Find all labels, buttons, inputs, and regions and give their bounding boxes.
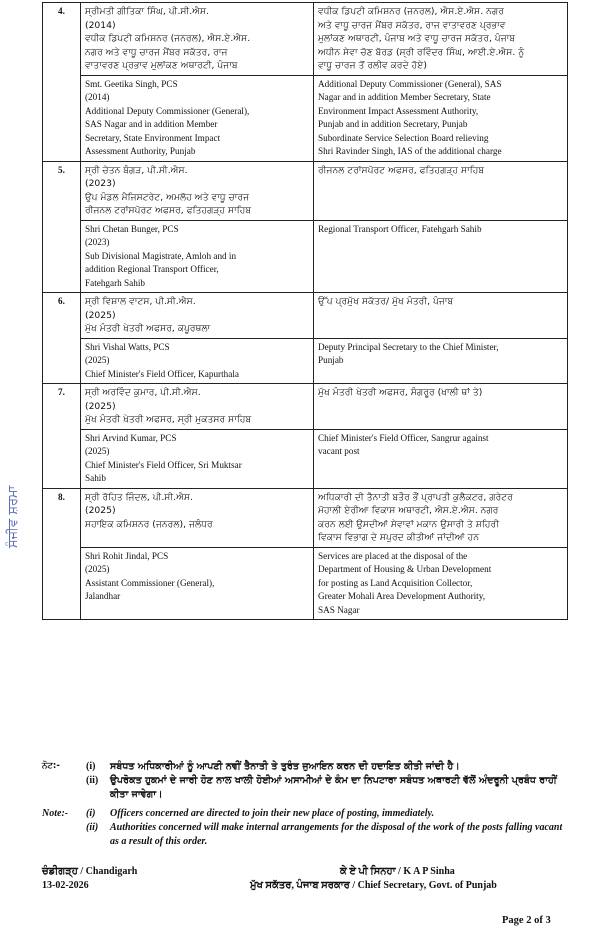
posting-english-cell: [314, 220, 568, 293]
officer-punjabi-cell-line: ਉਪ ਮੰਡਲ ਮੈਜਿਸਟਰੇਟ, ਅਮਲੋਹ ਅਤੇ ਵਾਧੂ ਚਾਰਜ: [85, 191, 250, 203]
officer-english-cell-line: Shri Rohit Jindal, PCS: [85, 550, 169, 561]
note-pa-num-1: (i): [86, 761, 96, 772]
officer-english-cell: [81, 75, 314, 161]
date-text: 13-02-2026: [42, 880, 89, 891]
table-row: [43, 384, 568, 430]
officer-punjabi-cell: [81, 3, 314, 76]
note-en-num-2: (ii): [86, 822, 99, 833]
officer-punjabi-cell-line: ਮੁੱਖ ਮੰਤਰੀ ਖੇਤਰੀ ਅਫਸਰ, ਕਪੂਰਥਲਾ: [85, 323, 211, 334]
officer-punjabi-cell-line: ਮੁੱਖ ਮੰਤਰੀ ਖੇਤਰੀ ਅਫਸਰ, ਸ੍ਰੀ ਮੁਕਤਸਰ ਸਾਹਿਬ: [85, 414, 252, 425]
officer-english-cell-line: Shri Arvind Kumar, PCS: [85, 432, 177, 443]
posting-punjabi-cell-line: ਮੋਹਾਲੀ ਏਰੀਆ ਵਿਕਾਸ ਅਥਾਰਟੀ, ਐਸ.ਏ.ਐਸ. ਨਗਰ: [318, 505, 499, 516]
note-en-text-2: Authorities concerned will make internal arrangements for the disposal of the work of the posts falling vacant as a result of this order.: [110, 822, 563, 847]
officer-english-cell: [81, 220, 314, 293]
posting-english-cell-line: Subordinate Service Selection Board relieving: [318, 132, 489, 143]
officer-punjabi-cell-line: ਵਧੀਕ ਡਿਪਟੀ ਕਮਿਸ਼ਨਰ (ਜਨਰਲ), ਐਸ.ਏ.ਐਸ.: [85, 33, 251, 44]
posting-english-cell-line: Regional Transport Officer, Fatehgarh Sahib: [318, 223, 482, 234]
place-text: ਚੰਡੀਗੜ੍ਹ / Chandigarh: [42, 866, 138, 877]
officer-english-cell-line: Shri Vishal Watts, PCS: [85, 341, 170, 352]
posting-english-cell-line: Punjab: [318, 355, 344, 365]
officer-english-cell-line: (2025): [85, 564, 110, 574]
note-en-2: [42, 821, 572, 849]
note-pa-text-1: ਸਬੰਧਤ ਅਧਿਕਾਰੀਆਂ ਨੂੰ ਆਪਣੀ ਨਵੀਂ ਤੈਨਾਤੀ ਤੇ ਤੁਰੰਤ ਜੁਆਇਨ ਕਰਨ ਦੀ ਹਦਾਇਤ ਕੀਤੀ ਜਾਂਦੀ ਹੈ।: [110, 761, 460, 772]
officer-punjabi-cell-line: ਸ੍ਰੀਮਤੀ ਗੀਤਿਕਾ ਸਿੰਘ, ਪੀ.ਸੀ.ਐਸ.: [85, 6, 210, 17]
table-row: [43, 161, 568, 220]
officer-punjabi-cell: [81, 293, 314, 339]
posting-english-cell-line: Greater Mohali Area Development Authority,: [318, 591, 486, 601]
officer-punjabi-cell-line: ਸ੍ਰੀ ਚੇਤਨ ਬੰਗੜ, ਪੀ.ਸੀ.ਐਸ.: [85, 164, 188, 176]
officer-english-cell-line: Sub Divisional Magistrate, Amloh and in: [85, 250, 237, 261]
table-row: [43, 3, 568, 76]
serial-number: 8.: [43, 488, 81, 620]
posting-punjabi-cell-line: ਵਧੀਕ ਡਿਪਟੀ ਕਮਿਸ਼ਨਰ (ਜਨਰਲ), ਐਸ.ਏ.ਐਸ. ਨਗਰ: [318, 6, 504, 17]
officer-english-cell-line: Secretary, State Environment Impact: [85, 132, 221, 143]
officer-punjabi-cell-line: (2014): [85, 19, 116, 31]
table-row: [43, 488, 568, 547]
note-pa-num-2: (ii): [86, 775, 99, 786]
officer-english-cell-line: Shri Chetan Bunger, PCS: [85, 223, 179, 234]
posting-punjabi-cell: [314, 384, 568, 430]
posting-english-cell-line: for posting as Land Acquisition Collector,: [318, 577, 473, 588]
posting-english-cell-line: SAS Nagar: [318, 604, 360, 615]
table-row: [43, 338, 568, 384]
posting-punjabi-cell-line: ਅਤੇ ਵਾਧੂ ਚਾਰਜ ਮੈਂਬਰ ਸਕੱਤਰ, ਰਾਜ ਵਾਤਾਵਰਣ ਪ੍ਰਭਾਵ: [318, 19, 506, 31]
posting-english-cell-line: Additional Deputy Commissioner (General), SAS: [318, 78, 502, 89]
posting-english-cell: [314, 429, 568, 488]
note-en-text-1: Officers concerned are directed to join their new place of posting, immediately.: [110, 808, 435, 819]
serial-number: 4.: [43, 3, 81, 162]
serial-number: 7.: [43, 384, 81, 489]
note-pa-label: ਨੋਟ:-: [42, 761, 60, 771]
posting-punjabi-cell-line: ਅਧੀਨ ਸੇਵਾ ਚੋਣ ਬੋਰਡ (ਸ੍ਰੀ ਰਵਿੰਦਰ ਸਿੰਘ, ਆਈ.ਏ.ਐਸ. ਨੂੰ: [318, 46, 525, 58]
posting-punjabi-cell-line: ਮੁੱਖ ਮੰਤਰੀ ਖੇਤਰੀ ਅਫਸਰ, ਸੰਗਰੂਰ (ਖਾਲੀ ਥਾਂ ਤੇ): [318, 387, 483, 398]
posting-english-cell-line: Shri Ravinder Singh, IAS of the additional charge: [318, 146, 502, 156]
posting-punjabi-cell-line: ਕਰਨ ਲਈ ਉਸਦੀਆਂ ਸੇਵਾਵਾਂ ਮਕਾਨ ਉਸਾਰੀ ਤੇ ਸ਼ਹਿਰੀ: [318, 518, 499, 530]
posting-english-cell-line: Environment Impact Assessment Authority,: [318, 105, 479, 116]
officer-english-cell-line: (2025): [85, 355, 110, 365]
posting-punjabi-cell-line: ਮੁਲਾਂਕਣ ਅਥਾਰਟੀ, ਪੰਜਾਬ ਅਤੇ ਵਾਧੂ ਚਾਰਜ ਸਕੱਤਰ, ਪੰਜਾਬ: [318, 33, 516, 44]
margin-initials-stamp: ਸੰਜੀਵ ਸ਼ਰਮਾ: [6, 485, 21, 548]
officer-punjabi-cell-line: ਵਾਤਾਵਰਣ ਪ੍ਰਭਾਵ ਮੁਲਾਂਕਣ ਅਥਾਰਟੀ, ਪੰਜਾਬ: [85, 60, 238, 71]
officer-punjabi-cell-line: ਸ੍ਰੀ ਅਰਵਿੰਦ ਕੁਮਾਰ, ਪੀ.ਸੀ.ਐਸ.: [85, 387, 201, 398]
note-en-label: Note:-: [42, 808, 69, 819]
transfer-orders-table: [42, 2, 568, 620]
table-row: [43, 220, 568, 293]
officer-english-cell-line: Chief Minister's Field Officer, Sri Muktsar: [85, 459, 242, 470]
officer-english-cell-line: Fatehgarh Sahib: [85, 277, 145, 288]
posting-punjabi-cell: [314, 488, 568, 547]
posting-punjabi-cell: [314, 161, 568, 220]
posting-english-cell-line: Department of Housing & Urban Development: [318, 564, 492, 574]
officer-punjabi-cell-line: (2025): [85, 309, 116, 321]
officer-punjabi-cell-line: ਸਹਾਇਕ ਕਮਿਸ਼ਨਰ (ਜਨਰਲ), ਜਲੰਧਰ: [85, 518, 213, 530]
officer-english-cell-line: addition Regional Transport Officer,: [85, 264, 219, 274]
officer-punjabi-cell-line: (2025): [85, 400, 116, 412]
posting-punjabi-cell-line: ਵਾਧੂ ਚਾਰਜ ਤੋਂ ਰਲੀਵ ਕਰਦੇ ਹੋਏ): [318, 60, 427, 71]
officer-english-cell-line: (2023): [85, 237, 110, 247]
note-en-1: [42, 807, 572, 821]
officer-english-cell: [81, 338, 314, 384]
officer-english-cell-line: Jalandhar: [85, 591, 121, 601]
posting-english-cell-line: Services are placed at the disposal of the: [318, 550, 468, 561]
table-row: [43, 429, 568, 488]
posting-english-cell: [314, 75, 568, 161]
officer-english-cell-line: Additional Deputy Commissioner (General),: [85, 105, 250, 116]
note-en-num-1: (i): [86, 808, 96, 819]
table-row: [43, 75, 568, 161]
notes-section: [42, 760, 572, 849]
posting-english-cell-line: vacant post: [318, 446, 360, 456]
table-row: [43, 293, 568, 339]
signatory-block: [250, 865, 580, 893]
officer-punjabi-cell-line: ਨਗਰ ਅਤੇ ਵਾਧੂ ਚਾਰਜ ਮੈਂਬਰ ਸਕੱਤਰ, ਰਾਜ: [85, 46, 228, 58]
table-row: [43, 547, 568, 620]
officer-english-cell-line: Sahib: [85, 473, 106, 483]
posting-english-cell-line: Nagar and in addition Member Secretary, State: [318, 92, 491, 102]
signatory-name: ਕੇ ਏ ਪੀ ਸਿਨਹਾ / K A P Sinha: [340, 866, 455, 877]
note-pa-1: [42, 760, 572, 774]
officer-english-cell-line: SAS Nagar and in addition Member: [85, 119, 218, 129]
place-date-block: [42, 865, 137, 893]
posting-english-cell-line: Chief Minister's Field Officer, Sangrur against: [318, 432, 489, 443]
posting-punjabi-cell: [314, 293, 568, 339]
posting-english-cell-line: Punjab and in addition Secretary, Punjab: [318, 119, 468, 129]
officer-punjabi-cell: [81, 161, 314, 220]
officer-punjabi-cell: [81, 384, 314, 430]
signatory-title: ਮੁੱਖ ਸਕੱਤਰ, ਪੰਜਾਬ ਸਰਕਾਰ / Chief Secretary, Govt. of Punjab: [250, 880, 497, 891]
posting-punjabi-cell-line: ਅਧਿਕਾਰੀ ਦੀ ਤੈਨਾਤੀ ਬਤੌਰ ਭੌਂ ਪ੍ਰਾਪਤੀ ਕੁਲੈਕਟਰ, ਗਰੇਟਰ: [318, 491, 513, 503]
officer-english-cell-line: Assessment Authority, Punjab: [85, 146, 196, 156]
officer-english-cell-line: (2025): [85, 446, 110, 456]
posting-punjabi-cell-line: ਵਿਕਾਸ ਵਿਭਾਗ ਦੇ ਸਪੁਰਦ ਕੀਤੀਆਂ ਜਾਂਦੀਆਂ ਹਨ: [318, 532, 480, 543]
serial-number: 6.: [43, 293, 81, 384]
officer-english-cell: [81, 429, 314, 488]
officer-english-cell-line: Assistant Commissioner (General),: [85, 577, 215, 588]
officer-english-cell-line: (2014): [85, 92, 110, 102]
officer-punjabi-cell-line: ਸ੍ਰੀ ਵਿਸ਼ਾਲ ਵਾਟਸ, ਪੀ.ਸੀ.ਐਸ.: [85, 296, 196, 307]
officer-english-cell-line: Smt. Geetika Singh, PCS: [85, 78, 178, 89]
posting-punjabi-cell: [314, 3, 568, 76]
officer-punjabi-cell-line: (2023): [85, 178, 116, 189]
note-pa-text-2: ਉਪਰੋਕਤ ਹੁਕਮਾਂ ਦੇ ਜਾਰੀ ਹੋਣ ਨਾਲ ਖਾਲੀ ਹੋਈਆਂ ਅਸਾਮੀਆਂ ਦੇ ਕੰਮ ਦਾ ਨਿਪਟਾਰਾ ਸਬੰਧਤ ਅਥਾਰਟੀ ਵੱਲੋਂ ਅੰਦਰੂਨੀ ਪ੍ਰਬੰਧ ਰਾਹੀਂ ਕੀਤਾ ਜਾਵੇਗਾ।: [110, 775, 557, 800]
officer-punjabi-cell-line: (2025): [85, 505, 116, 516]
posting-punjabi-cell-line: ਉੱਪ ਪ੍ਰਮੁੱਖ ਸਕੱਤਰ/ ਮੁੱਖ ਮੰਤਰੀ, ਪੰਜਾਬ: [318, 296, 454, 307]
officer-english-cell-line: Chief Minister's Field Officer, Kapurthala: [85, 368, 239, 379]
posting-english-cell: [314, 338, 568, 384]
page-number: Page 2 of 3: [502, 915, 551, 926]
officer-punjabi-cell-line: ਸ੍ਰੀ ਰੋਹਿਤ ਜਿੰਦਲ, ਪੀ.ਸੀ.ਐਸ.: [85, 491, 194, 503]
note-pa-2: [42, 774, 572, 801]
serial-number: 5.: [43, 161, 81, 293]
posting-english-cell-line: Deputy Principal Secretary to the Chief Minister,: [318, 341, 499, 352]
posting-english-cell: [314, 547, 568, 620]
officer-punjabi-cell-line: ਰੀਜਨਲ ਟਰਾਂਸਪੋਰਟ ਅਫਸਰ, ਫਤਿਹਗੜ੍ਹ ਸਾਹਿਬ: [85, 205, 252, 216]
officer-english-cell: [81, 547, 314, 620]
posting-punjabi-cell-line: ਰੀਜਨਲ ਟਰਾਂਸਪੋਰਟ ਅਫਸਰ, ਫਤਿਹਗੜ੍ਹ ਸਾਹਿਬ: [318, 164, 485, 176]
